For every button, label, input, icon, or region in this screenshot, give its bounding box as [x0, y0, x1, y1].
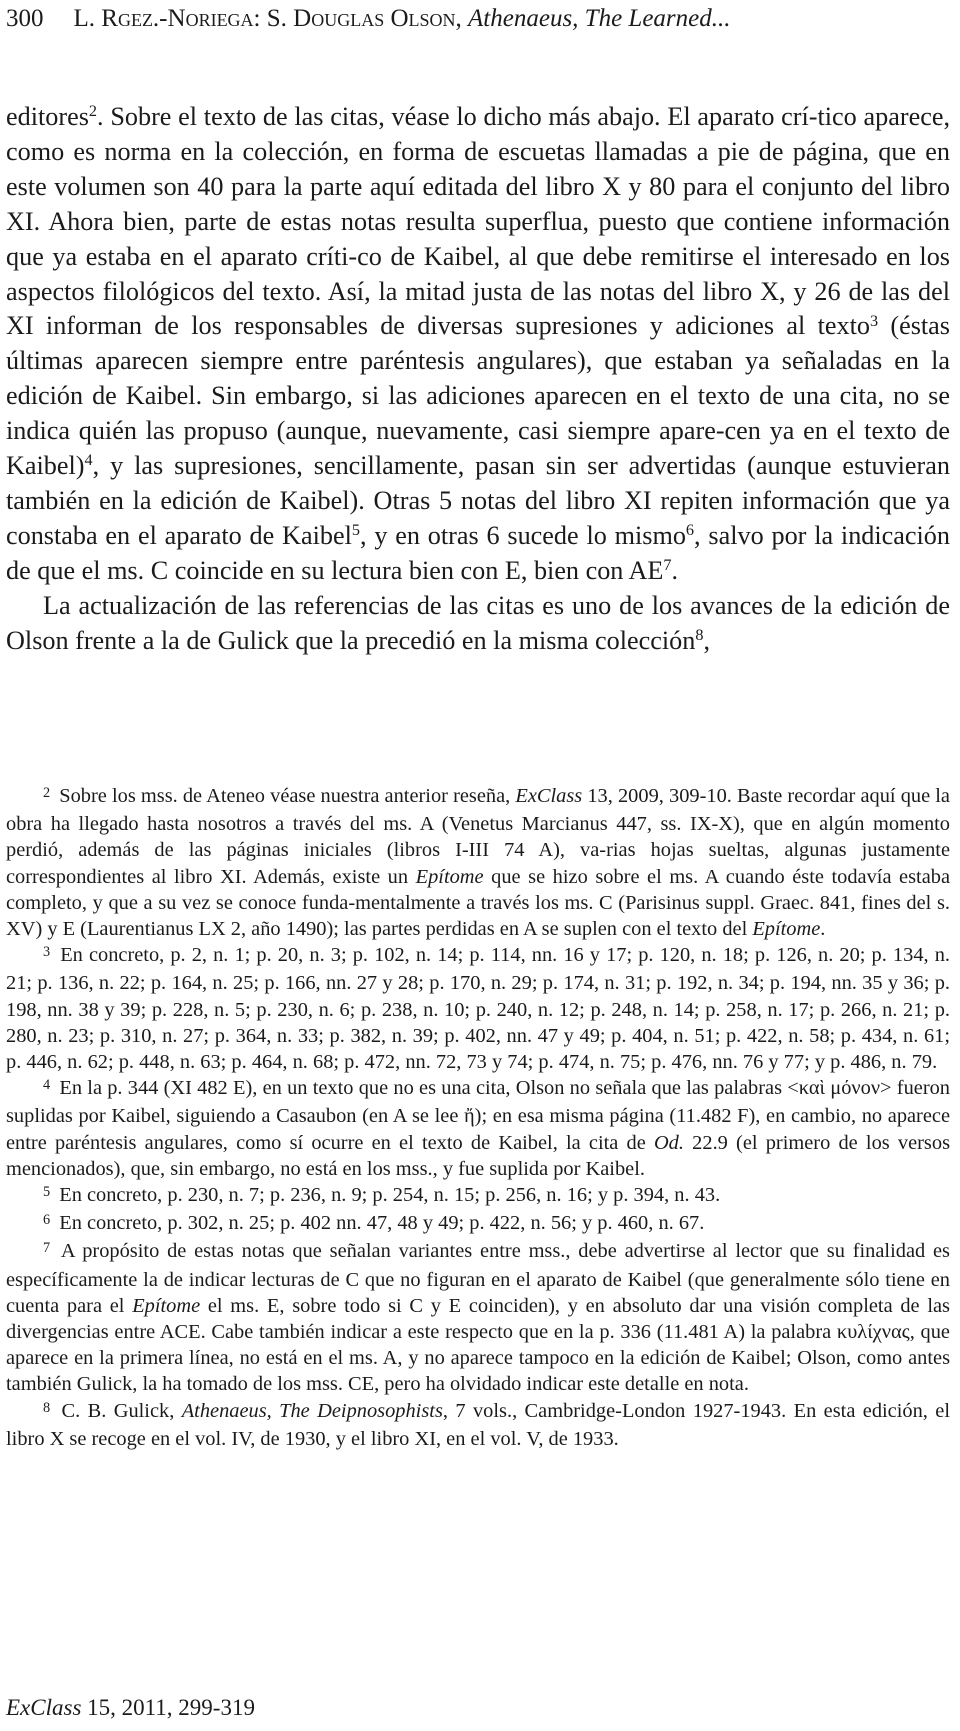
footnote-number: 2 — [43, 785, 51, 802]
footnote-number: 6 — [43, 1212, 51, 1229]
running-head-authors: L. Rgez.-Noriega: S. Douglas Olson, — [73, 5, 462, 32]
footnote-4 — [6, 1075, 950, 1182]
footnote-italic: ExClass — [515, 785, 583, 807]
footnote-number: 8 — [43, 1399, 51, 1416]
text-segment: . — [671, 555, 679, 585]
footnotes — [6, 783, 950, 1452]
journal-name: ExClass — [6, 1695, 82, 1720]
footnote-text: 22.9 (el primero de los versos mencionados), que, sin embargo, no está en los mss., y fue suplida por Kaibel. — [6, 1131, 950, 1180]
running-head-title: Athenaeus, The Learned... — [468, 5, 731, 32]
footnote-6 — [6, 1210, 950, 1238]
footnote-2 — [6, 783, 950, 942]
running-head — [6, 4, 946, 34]
text-segment: . Sobre el texto de las citas, véase lo dicho más abajo. El aparato crí-tico aparece, como es norma en la colección, en forma de escuetas llamadas a pie de página, que en este volumen son 40 para la parte aquí editada del libro X y 80 para el conjunto del libro XI. Ahora bien, parte de estas notas resulta superflua, puesto que contiene información que ya estaba en el aparato críti-co de Kaibel, al que debe remitirse el interesado en los aspectos filológicos del texto. Así, la mitad justa de las notas del libro X, y 26 de las del XI informan de los responsables de diversas supresiones y adiciones al texto — [6, 102, 950, 341]
footnote-text: En la p. 344 (XI 482 E), en un texto que no es una cita, Olson no señala que las palabras <καὶ μόνον> fueron suplidas por Kaibel, siguiendo a Casaubon (en A se lee ἤ); en esa misma página (11.482 F), en cambio, no aparece entre paréntesis angulares, como sí ocurre en el texto de Kaibel, la cita de — [6, 1077, 950, 1154]
footnote-number: 4 — [43, 1077, 51, 1094]
footnote-number: 3 — [43, 944, 51, 961]
text-segment: La actualización de las referencias de las citas es uno de los avances de la edición de Olson frente a la de Gulick que la precedió en la misma colección — [6, 590, 950, 655]
footnote-text: Sobre los mss. de Ateneo véase nuestra anterior reseña, — [54, 785, 516, 807]
footnote-ref-5[interactable]: 5 — [351, 520, 360, 539]
journal-citation: 15, 2011, 299-319 — [81, 1695, 255, 1720]
footnote-italic: Epítome — [752, 918, 821, 941]
page-number: 300 — [6, 5, 44, 32]
footnote-text: . — [820, 918, 826, 941]
footnote-text: , 7 vols., Cambridge-London 1927-1943. En esta edición, el libro X se recoge en el vol. IV, de 1930, y el libro XI, en el vol. V, de 1933. — [6, 1399, 950, 1450]
page-footer — [6, 1694, 255, 1722]
text-segment: , y las supresiones, sencillamente, pasan sin ser advertidas (aunque estuvieran también en la edición de Kaibel). Otras 5 notas del libro XI repiten información que ya constaba en el aparato de Kaibel — [6, 451, 950, 550]
footnote-text: el ms. E, sobre todo si C y E coinciden), y en absoluto dar una visión completa de las divergencias entre ACE. Cabe también indicar a este respecto que en la p. 336 (11.481 A) la palabra κυλίχνας, que aparece en la primera línea, no está en el ms. A, y no aparece tampoco en la edición de Kaibel; Olson, como antes también Gulick, la ha tomado de los mss. CE, pero ha olvidado indicar este detalle en nota. — [6, 1294, 950, 1396]
footnote-text: A propósito de estas notas que señalan variantes entre mss., debe advertirse al lector que su finalidad es específicamente la de indicar lecturas de C que no figuran en el aparato de Kaibel (que generalmente sólo tiene en cuenta para el — [6, 1240, 950, 1317]
footnote-number: 5 — [43, 1184, 51, 1201]
footnote-ref-2[interactable]: 2 — [88, 102, 98, 121]
footnote-number: 7 — [43, 1240, 51, 1257]
footnote-5 — [6, 1182, 950, 1210]
footnote-ref-3[interactable]: 3 — [869, 311, 879, 330]
footnote-italic: Epítome — [132, 1294, 201, 1317]
text-segment: (éstas últimas aparecen siempre entre paréntesis angulares), que estaban ya señaladas en la edición de Kaibel. Sin embargo, si las adiciones aparecen en el texto de una cita, no se indica quién las propuso (aunque, nuevamente, casi siempre apare-cen ya en el texto de Kaibel) — [6, 311, 950, 481]
footnote-italic: Athenaeus, The Deipnosophists — [181, 1399, 443, 1422]
footnote-text: En concreto, p. 2, n. 1; p. 20, n. 3; p. 102, n. 14; p. 114, nn. 16 y 17; p. 120, n. 18; p. 126, n. 20; p. 134, n. 21; p. 136, n. 22; p. 164, n. 25; p. 166, nn. 27 y 28; p. 170, n. 29; p. 174, n. 31; p. 192, n. 34; p. 194, nn. 35 y 36; p. 198, nn. 38 y 39; p. 228, n. 5; p. 230, n. 6; p. 238, n. 10; p. 240, n. 12; p. 248, n. 14; p. 258, n. 17; p. 266, n. 21; p. 280, n. 23; p. 310, n. 27; p. 364, n. 33; p. 382, n. 39; p. 402, nn. 47 y 49; p. 404, n. 51; p. 422, n. 58; p. 434, n. 61; p. 446, n. 62; p. 448, n. 63; p. 464, n. 68; p. 472, nn. 72, 73 y 74; p. 474, n. 75; p. 476, nn. 76 y 77; y p. 486, n. 79. — [6, 944, 950, 1074]
footnote-ref-7[interactable]: 7 — [663, 555, 672, 574]
footnote-7 — [6, 1238, 950, 1397]
footnote-3 — [6, 942, 950, 1075]
body-text — [6, 100, 950, 659]
footnote-ref-6[interactable]: 6 — [685, 520, 695, 539]
footnote-text: C. B. Gulick, — [54, 1399, 182, 1422]
text-segment: , — [703, 625, 710, 655]
text-segment: , salvo por la indicación de que el ms. C coincide en su lectura bien con E, bien con AE — [6, 520, 950, 585]
footnote-italic: Epítome — [415, 865, 484, 888]
footnote-text: En concreto, p. 302, n. 25; p. 402 nn. 47, 48 y 49; p. 422, n. 56; y p. 460, n. 67. — [54, 1212, 705, 1235]
footnote-text: que se hizo sobre el ms. A cuando éste todavía estaba completo, y que a su vez se conoce funda-mentalmente a través los ms. C (Parisinus suppl. Graec. 841, fines del s. XV) y E (Laurentianus LX 2, año 1490); las partes perdidas en A se suplen con el texto del — [6, 865, 951, 941]
footnote-text: En concreto, p. 230, n. 7; p. 236, n. 9; p. 254, n. 15; p. 256, n. 16; y p. 394, n. 43. — [54, 1184, 721, 1207]
paragraph-1 — [6, 100, 950, 589]
footnote-8 — [6, 1398, 950, 1452]
paragraph-2 — [6, 589, 950, 659]
text-segment: , y en otras 6 sucede lo mismo — [359, 520, 686, 550]
footnote-text: 13, 2009, 309-10. Baste recordar aquí que la obra ha llegado hasta nosotros a través del ms. A (Venetus Marcianus 447, ss. IX-X), que en algún momento perdió, además de las páginas iniciales (libros I-III 74 A), va-rias hojas sueltas, algunas justamente correspondientes al libro XI. Además, existe un — [6, 785, 950, 888]
text-segment: editores — [6, 102, 89, 131]
footnote-ref-4[interactable]: 4 — [84, 451, 93, 470]
footnote-ref-8[interactable]: 8 — [695, 625, 704, 644]
footnote-italic: Od. — [653, 1131, 684, 1154]
